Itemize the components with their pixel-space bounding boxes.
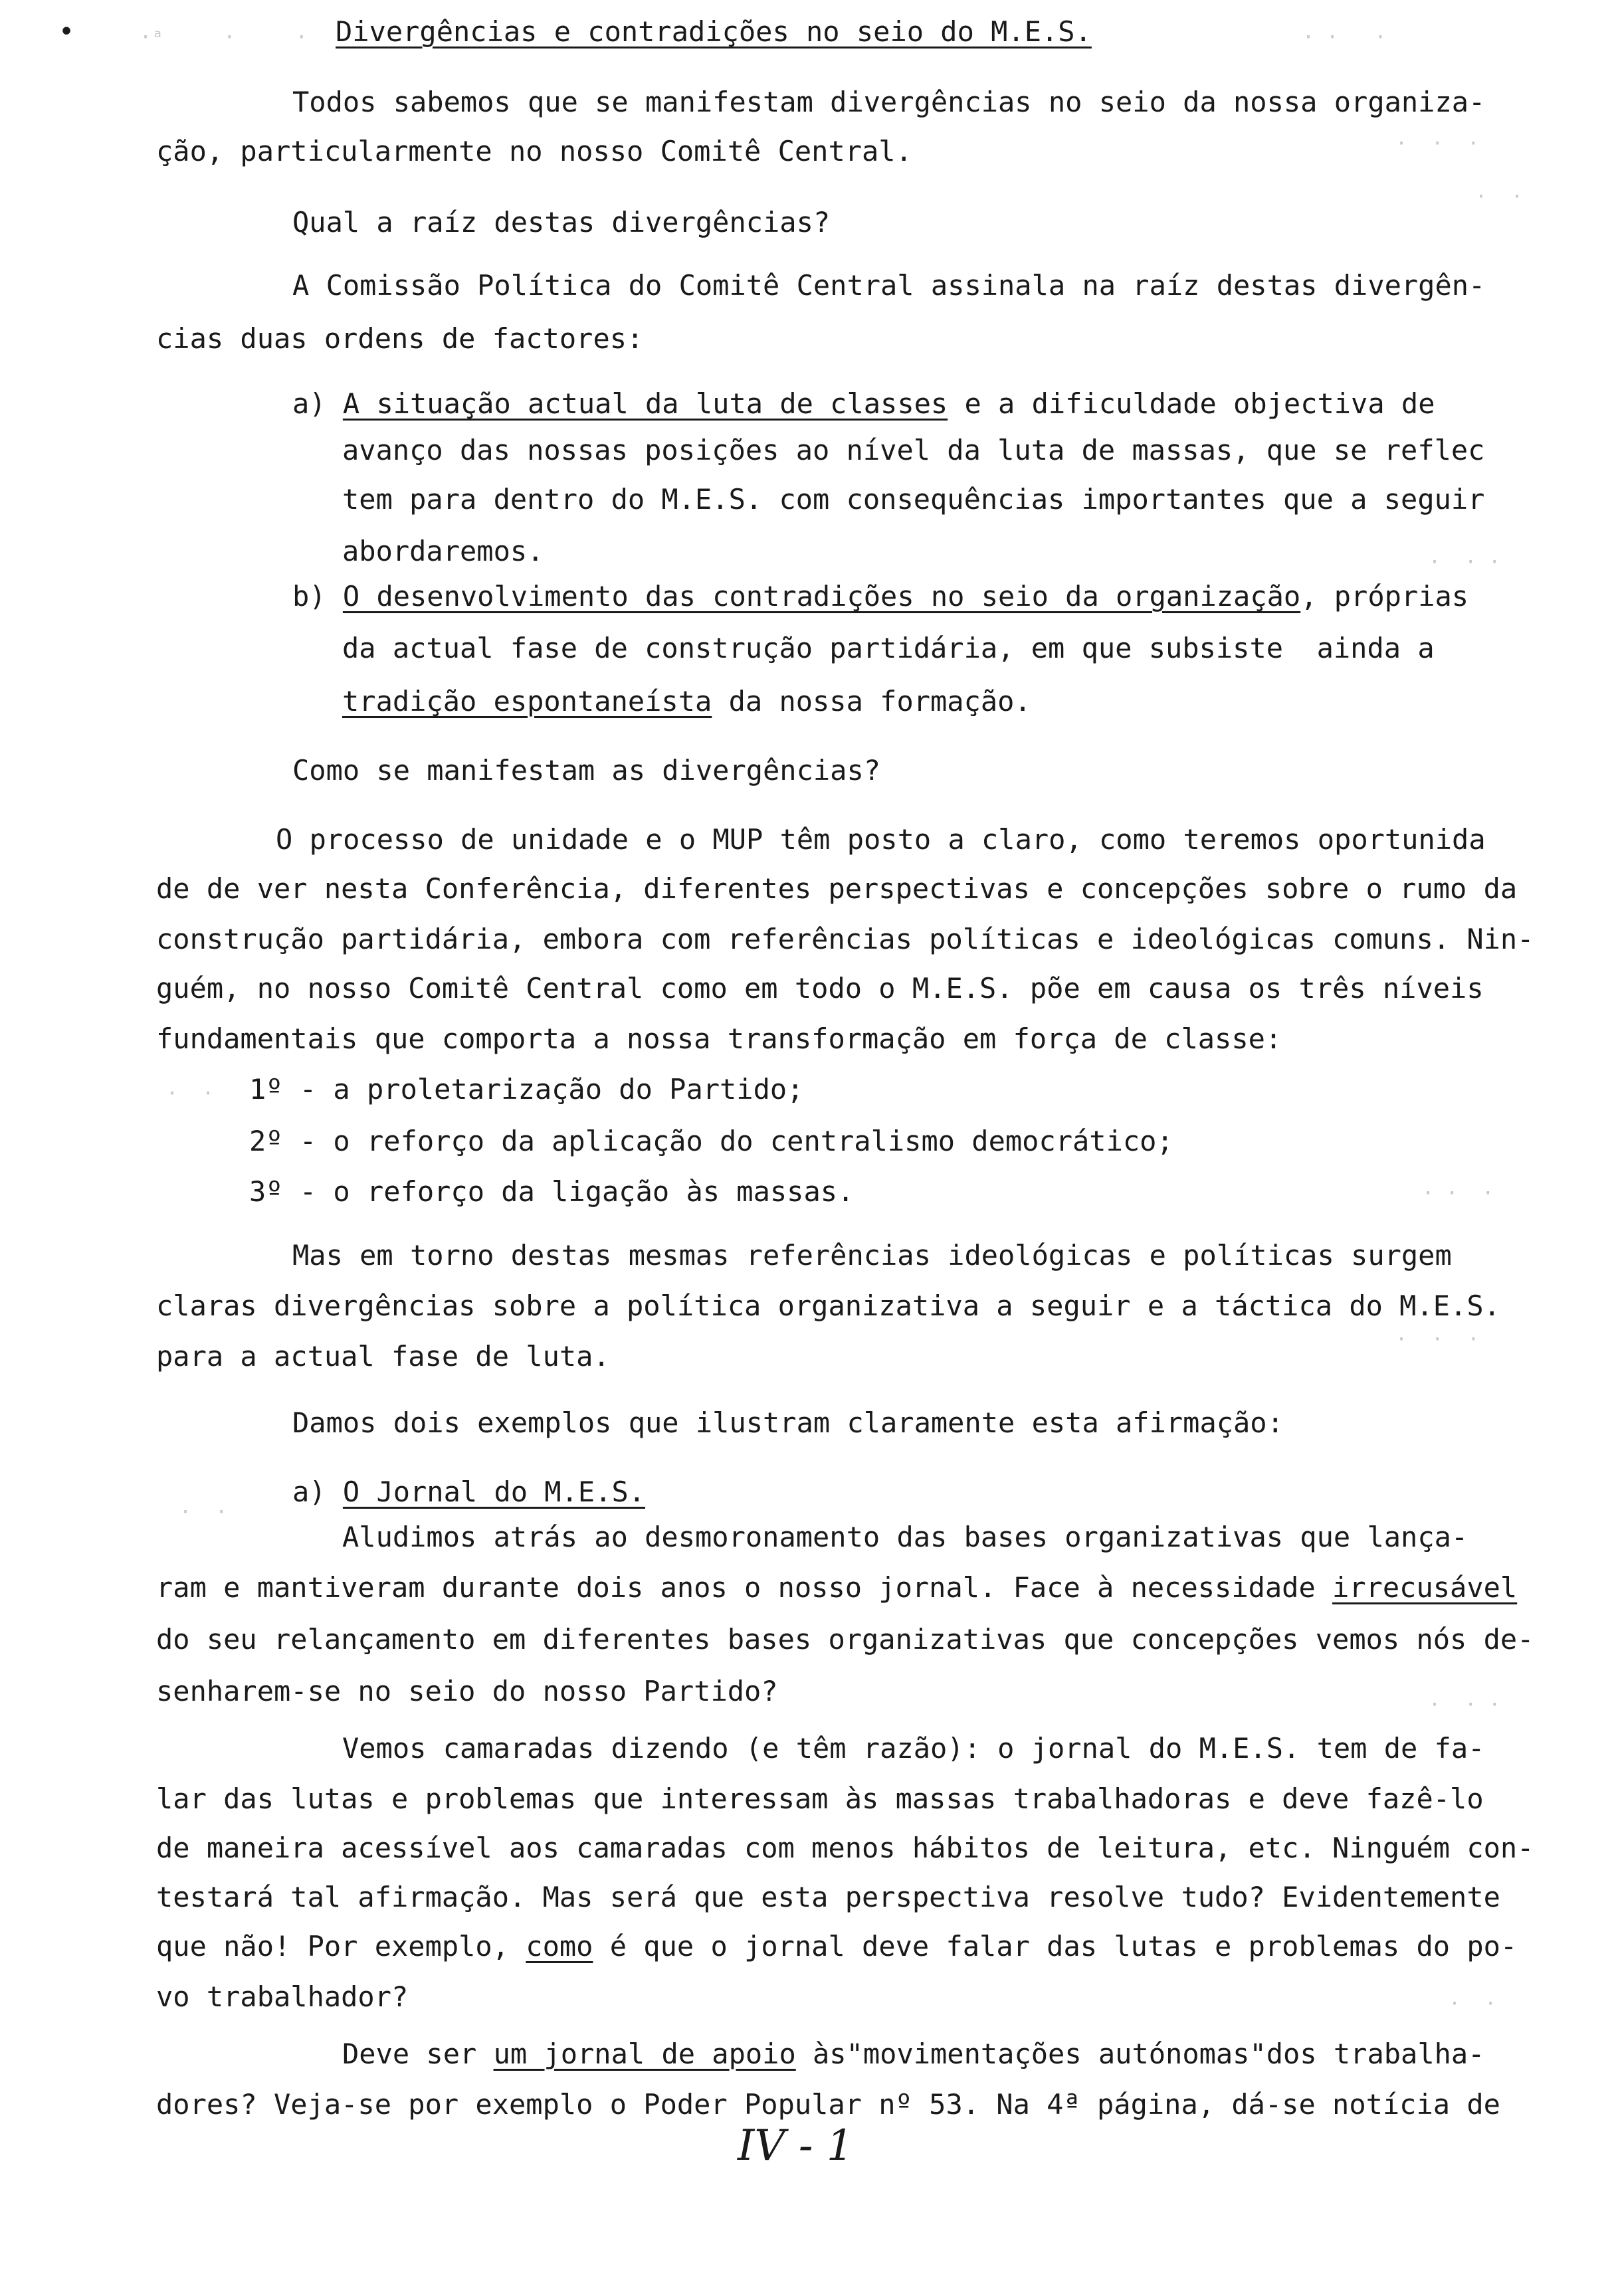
- underlined-phrase: A situação actual da luta de classes: [342, 387, 948, 420]
- text-line: tradição espontaneísta da nossa formação.: [342, 685, 1031, 718]
- section-question: Qual a raíz destas divergências?: [292, 206, 831, 239]
- list-marker: a): [292, 1476, 326, 1508]
- text-line: dores? Veja-se por exemplo o Poder Popular nº 53. Na 4ª página, dá-se notícia de: [156, 2088, 1500, 2121]
- section-question: Como se manifestam as divergências?: [292, 754, 881, 787]
- underlined-phrase: tradição espontaneísta: [342, 685, 712, 718]
- underlined-phrase: O desenvolvimento das contradições no seio da organização: [342, 580, 1301, 613]
- text-line: de maneira acessível aos camaradas com menos hábitos de leitura, etc. Ninguém con-: [156, 1832, 1534, 1864]
- text-line: guém, no nosso Comitê Central como em todo o M.E.S. põe em causa os três níveis: [156, 972, 1484, 1004]
- text-line: Mas em torno destas mesmas referências ideológicas e políticas surgem: [292, 1239, 1452, 1272]
- text-line: vo trabalhador?: [156, 1980, 409, 2013]
- text-line: da actual fase de construção partidária, em que subsiste ainda a: [342, 632, 1435, 664]
- list-item: b) O desenvolvimento das contradições no seio da organização, próprias: [292, 580, 1469, 613]
- text-line: tem para dentro do M.E.S. com consequências importantes que a seguir: [342, 483, 1485, 516]
- show-through-text: · · ·: [1395, 132, 1480, 155]
- show-through-text: · · ·: [1422, 1182, 1494, 1205]
- page-number: IV - 1: [738, 2121, 854, 2170]
- text-line: O processo de unidade e o MUP têm posto a claro, como teremos oportunida: [276, 823, 1486, 856]
- text-line: A Comissão Política do Comitê Central assinala na raíz destas divergên-: [292, 269, 1486, 302]
- show-through-text: · · ·: [1395, 1328, 1480, 1351]
- text-line: fundamentais que comporta a nossa transformação em força de classe:: [156, 1022, 1282, 1055]
- text-line: de de ver nesta Conferência, diferentes perspectivas e concepções sobre o rumo da: [156, 872, 1518, 905]
- show-through-text: · · ·: [1429, 551, 1501, 574]
- show-through-text: · ·: [1475, 185, 1524, 209]
- show-through-text: · ·: [1449, 1992, 1497, 2016]
- text-line: Damos dois exemplos que ilustram claramente esta afirmação:: [292, 1406, 1284, 1439]
- text-line: Vemos camaradas dizendo (e têm razão): o jornal do M.E.S. tem de fa-: [342, 1732, 1485, 1765]
- list-item: 2º - o reforço da aplicação do centralismo democrático;: [249, 1125, 1173, 1157]
- text-line: ram e mantiveram durante dois anos o nosso jornal. Face à necessidade irrecusável: [156, 1571, 1518, 1604]
- text-line: que não! Por exemplo, como é que o jornal deve falar das lutas e problemas do po-: [156, 1930, 1518, 1962]
- text-line: claras divergências sobre a política organizativa a seguir e a táctica do M.E.S.: [156, 1290, 1500, 1322]
- list-marker: a): [292, 387, 326, 420]
- text-line: Todos sabemos que se manifestam divergências no seio da nossa organiza-: [292, 86, 1486, 118]
- text-line: construção partidária, embora com referências políticas e ideológicas comuns. Nin-: [156, 923, 1534, 955]
- stray-mark: •: [58, 17, 75, 47]
- list-item: a) A situação actual da luta de classes e a dificuldade objectiva de: [292, 387, 1435, 420]
- show-through-text: ·ᵃ · ·: [140, 26, 308, 49]
- text-line: Aludimos atrás ao desmoronamento das bases organizativas que lança-: [342, 1521, 1468, 1553]
- text-line: testará tal afirmação. Mas será que esta perspectiva resolve tudo? Evidentemente: [156, 1881, 1500, 1913]
- show-through-text: · ·: [179, 1501, 228, 1524]
- text-line: lar das lutas e problemas que interessam às massas trabalhadoras e deve fazê-lo: [156, 1782, 1484, 1815]
- text-line: abordaremos.: [342, 535, 544, 567]
- underlined-phrase: como: [526, 1930, 593, 1962]
- underlined-phrase: irrecusável: [1332, 1571, 1518, 1604]
- show-through-text: · · ·: [1302, 26, 1387, 49]
- text-line: do seu relançamento em diferentes bases organizativas que concepções vemos nós de-: [156, 1623, 1534, 1656]
- text-line: senharem-se no seio do nosso Partido?: [156, 1675, 778, 1707]
- underlined-phrase: O Jornal do M.E.S.: [342, 1476, 646, 1508]
- list-item: 3º - o reforço da ligação às massas.: [249, 1175, 855, 1208]
- show-through-text: · ·: [166, 1082, 215, 1105]
- subheading: [292, 1472, 645, 1512]
- text-line: Deve ser um jornal de apoio às"movimentações autónomas"dos trabalha-: [342, 2038, 1485, 2070]
- show-through-text: · · ·: [1429, 1693, 1501, 1717]
- underlined-phrase: um jornal de apoio: [493, 2038, 796, 2070]
- list-item: 1º - a proletarização do Partido;: [249, 1073, 804, 1105]
- text-line: cias duas ordens de factores:: [156, 322, 644, 355]
- text-line: para a actual fase de luta.: [156, 1340, 610, 1373]
- text-line: avanço das nossas posições ao nível da luta de massas, que se reflec: [342, 434, 1485, 466]
- list-marker: b): [292, 580, 326, 613]
- document-title: Divergências e contradições no seio do M.E.S.: [336, 15, 1092, 48]
- text-line: ção, particularmente no nosso Comitê Central.: [156, 135, 912, 167]
